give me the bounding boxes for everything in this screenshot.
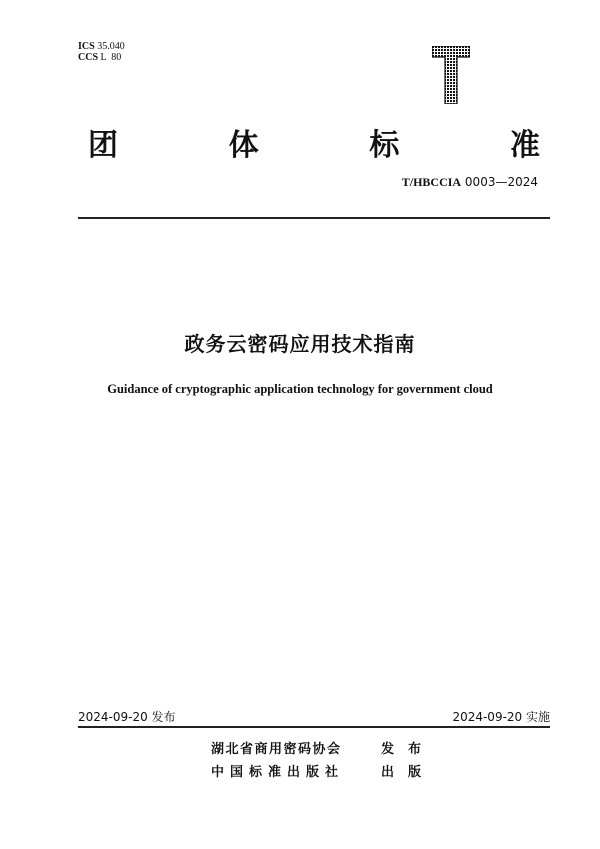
standard-type-char: 准 bbox=[509, 128, 540, 163]
standard-type-char: 标 bbox=[369, 128, 400, 163]
standard-type-heading bbox=[88, 126, 540, 166]
title-chinese: 政务云密码应用技术指南 bbox=[184, 332, 416, 356]
publisher-role: 出版 bbox=[380, 765, 435, 780]
standard-number bbox=[402, 174, 538, 190]
release-date: 2024-09-20 发布 bbox=[78, 710, 176, 724]
ics-label: ICS bbox=[78, 41, 95, 52]
bottom-divider bbox=[78, 726, 550, 728]
issuing-role: 发布 bbox=[380, 742, 435, 757]
issuing-organization: 湖北省商用密码协会 bbox=[211, 742, 342, 757]
publisher: 中国标准出版社 bbox=[211, 765, 345, 780]
ccs-code bbox=[78, 52, 121, 64]
ccs-label: CCS bbox=[78, 52, 99, 63]
ics-value: 35.040 bbox=[97, 41, 125, 52]
publisher-row bbox=[211, 764, 435, 782]
group-standard-t-emblem bbox=[432, 46, 470, 104]
top-divider bbox=[78, 217, 550, 219]
standard-number-value: 0003—2024 bbox=[464, 175, 538, 189]
standard-type-char: 体 bbox=[228, 128, 259, 163]
implementation-date: 2024-09-20 实施 bbox=[452, 710, 550, 724]
ccs-value: L 80 bbox=[100, 52, 122, 63]
title-english: Guidance of cryptographic application technology for government cloud bbox=[107, 382, 493, 396]
issuer-row bbox=[211, 741, 435, 759]
standard-type-char: 团 bbox=[88, 128, 118, 163]
standard-number-prefix: T/HBCCIA bbox=[401, 175, 462, 189]
